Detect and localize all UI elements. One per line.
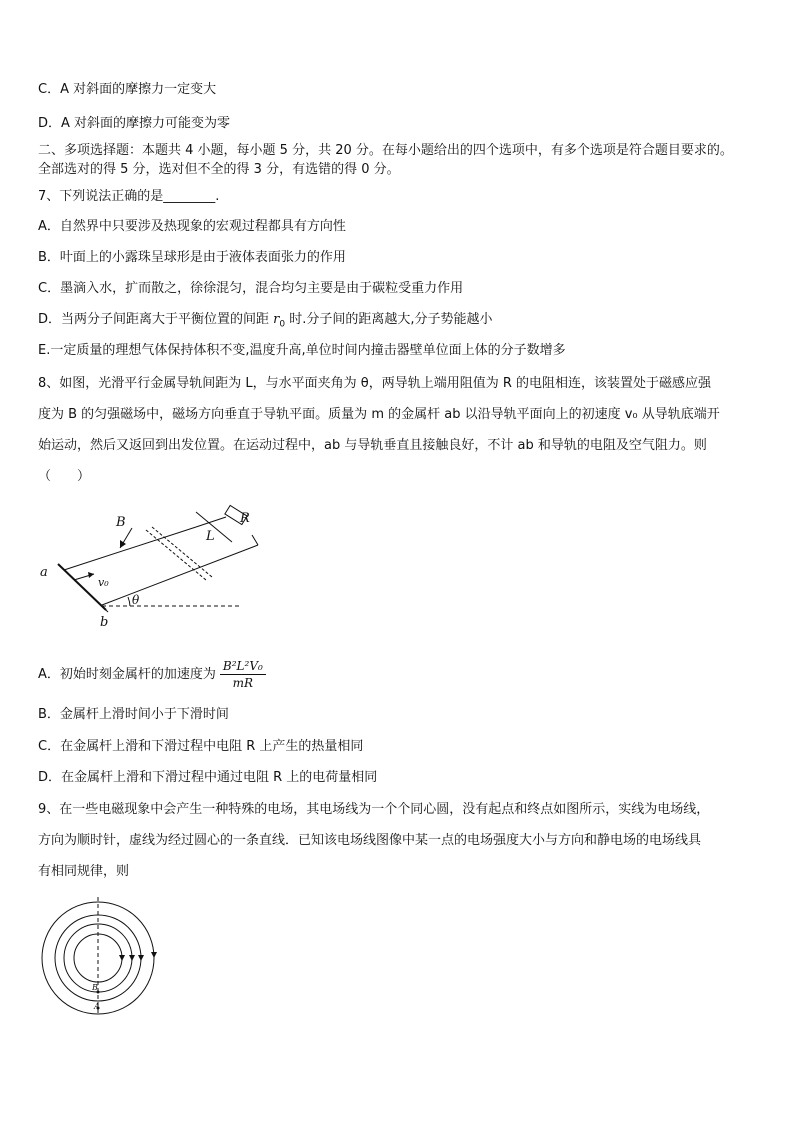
q8-stem-line1: 8、如图，光滑平行金属导轨间距为 L，与水平面夹角为 θ，两导轨上端用阻值为 R 的电阻相连，该装置处于磁感应强 — [38, 376, 712, 391]
label-r: R — [240, 511, 250, 526]
label-b-field: B — [116, 515, 126, 530]
q7-option-b: B．叶面上的小露珠呈球形是由于液体表面张力的作用 — [38, 250, 346, 265]
q8-option-a — [38, 658, 266, 691]
q7-option-e: E.一定质量的理想气体保持体积不变,温度升高,单位时间内撞击器壁单位面上体的分子数增多 — [38, 343, 566, 358]
q7-option-d-r: r — [273, 312, 280, 327]
q9-stem-line3: 有相同规律，则 — [38, 864, 130, 879]
q8-stem-line2: 度为 B 的匀强磁场中，磁场方向垂直于导轨平面。质量为 m 的金属杆 ab 以沿导轨平面向上的初速度 v₀ 从导轨底端开 — [38, 407, 720, 422]
q8-option-b: B．金属杆上滑时间小于下滑时间 — [38, 707, 229, 722]
label-l: L — [206, 529, 215, 544]
q6-option-d: D．A 对斜面的摩擦力可能变为零 — [38, 116, 231, 131]
label-theta: θ — [132, 593, 140, 607]
q7-option-d — [38, 310, 493, 335]
section2-instructions-line1: 二、多项选择题：本题共 4 小题，每小题 5 分，共 20 分。在每小题给出的四个选项中，有多个选项是符合题目要求的。 — [38, 143, 733, 158]
q7-option-d-pre: D．当两分子间距离大于平衡位置的间距 — [38, 312, 274, 327]
label-v0: v₀ — [98, 576, 109, 589]
q9-concentric-field-diagram — [34, 895, 164, 1030]
q7-option-c: C．墨滴入水，扩而散之，徐徐混匀，混合均匀主要是由于碳粒受重力作用 — [38, 281, 464, 296]
q8-option-a-fraction — [220, 658, 266, 691]
q8-option-a-text: A．初始时刻金属杆的加速度为 — [38, 667, 216, 682]
q8-stem-line3: 始运动，然后又返回到出发位置。在运动过程中，ab 与导轨垂直且接触良好，不计 ab 和导轨的电阻及空气阻力。则 — [38, 438, 707, 453]
q7-option-d-post: 时.分子间的距离越大,分子势能越小 — [285, 312, 493, 327]
q8-rail-diagram — [36, 500, 276, 630]
q7-option-a: A．自然界中只要涉及热现象的宏观过程都具有方向性 — [38, 219, 346, 234]
label-a: a — [40, 565, 48, 580]
q7-option-d-sub: 0 — [279, 319, 286, 330]
q8-stem-line4: （ ） — [38, 469, 91, 484]
q9-stem-line1: 9、在一些电磁现象中会产生一种特殊的电场，其电场线为一个个同心圆，没有起点和终点如图所示，实线为电场线， — [38, 802, 710, 817]
label-point-b: B — [92, 983, 98, 992]
section2-instructions-line2: 全部选对的得 5 分，选对但不全的得 3 分，有选错的得 0 分。 — [38, 162, 400, 177]
fraction-denominator: mR — [232, 676, 254, 690]
q6-option-c: C．A 对斜面的摩擦力一定变大 — [38, 82, 217, 97]
q8-option-d: D．在金属杆上滑和下滑过程中通过电阻 R 上的电荷量相同 — [38, 770, 378, 785]
label-point-a: A — [94, 1002, 100, 1011]
q8-option-c: C．在金属杆上滑和下滑过程中电阻 R 上产生的热量相同 — [38, 739, 364, 754]
q9-stem-line2: 方向为顺时针，虚线为经过圆心的一条直线．已知该电场线图像中某一点的电场强度大小与方向和静电场的电场线具 — [38, 833, 702, 848]
fraction-numerator: B²L²V₀ — [220, 658, 266, 675]
label-b-end: b — [100, 615, 109, 630]
q7-stem: 7、下列说法正确的是________. — [38, 189, 220, 204]
